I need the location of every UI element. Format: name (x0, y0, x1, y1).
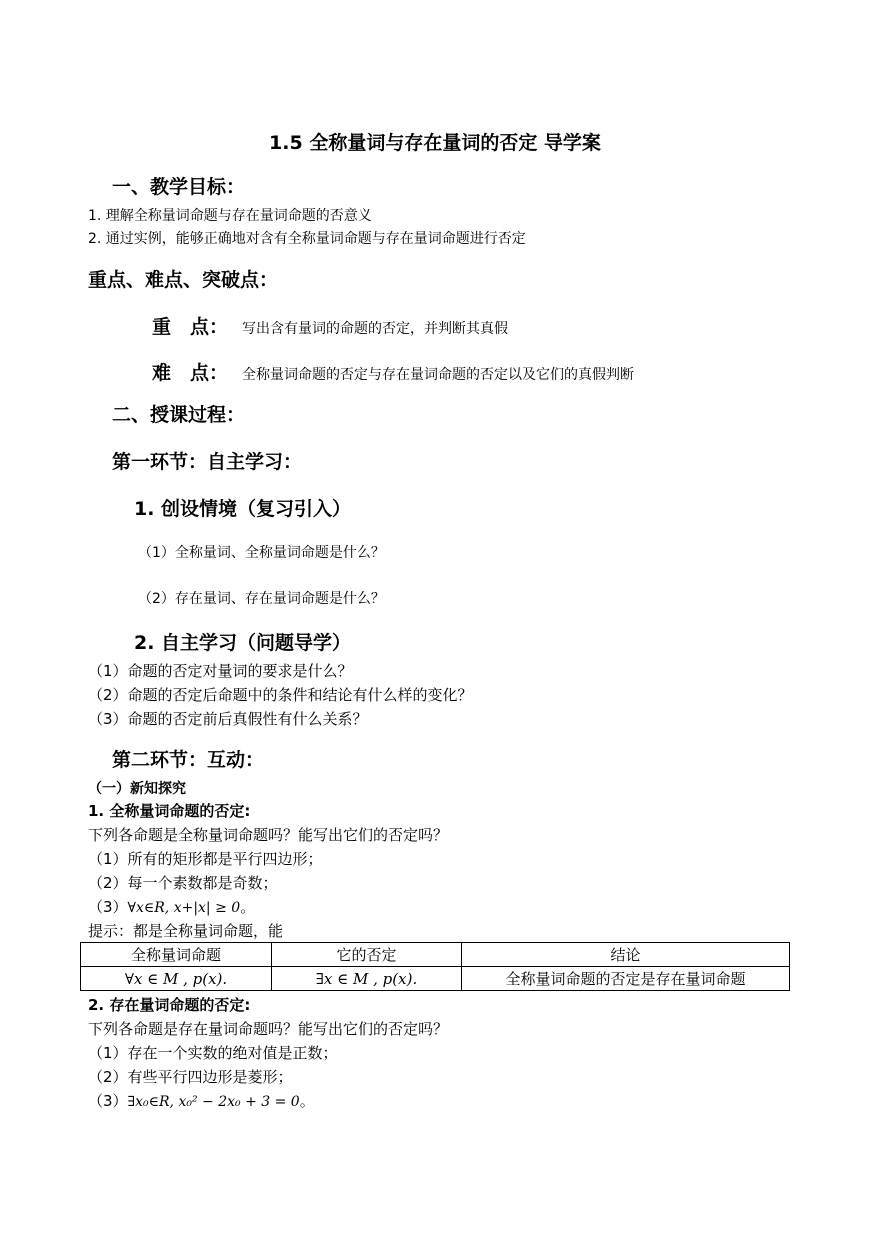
negation-table (80, 942, 790, 991)
section-heading-goals: 一、教学目标： (112, 176, 246, 198)
topic2-item-3 (88, 1090, 315, 1111)
topic2-heading: 2. 存在量词命题的否定: (88, 996, 251, 1014)
table-header-cell: 结论 (462, 943, 790, 967)
part1-sub1-q1: （1）全称量词、全称量词命题是什么？ (138, 545, 385, 561)
section-heading-process: 二、授课过程： (112, 404, 246, 426)
topic2-intro: 下列各命题是存在量词命题吗？能写出它们的否定吗？ (88, 1020, 449, 1038)
topic1-item-2: （2）每一个素数都是奇数； (88, 874, 278, 892)
part1-sub1-q2: （2）存在量词、存在量词命题是什么？ (138, 591, 385, 607)
table-header-row (81, 943, 790, 967)
difficulty-row (152, 358, 634, 385)
page-title: 1.5 全称量词与存在量词的否定 导学案 (269, 132, 601, 154)
table-cell-universal: ∀x ∈ M , p(x). (81, 967, 272, 991)
topic1-item-1: （1）所有的矩形都是平行四边形； (88, 850, 323, 868)
table-row (81, 967, 790, 991)
topic1-item-3-formula: ∀x∈R, x+|x| ≥ 0 (127, 900, 241, 916)
topic2-item-3-suffix: 。 (299, 1092, 315, 1110)
topic1-heading: 1. 全称量词命题的否定: (88, 802, 251, 820)
section-heading-keypoints: 重点、难点、突破点： (88, 269, 279, 291)
goal-item-1: 1. 理解全称量词命题与存在量词命题的否意义 (88, 208, 372, 224)
topic2-item-2: （2）有些平行四边形是菱形； (88, 1068, 293, 1086)
topic2-item-3-prefix: （3） (88, 1092, 128, 1110)
topic1-intro: 下列各命题是全称量词命题吗？能写出它们的否定吗？ (88, 826, 449, 844)
difficulty-label: 难 点： (152, 362, 229, 384)
topic2-item-1: （1）存在一个实数的绝对值是正数； (88, 1044, 338, 1062)
goal-item-2: 2. 通过实例，能够正确地对含有全称量词命题与存在量词命题进行否定 (88, 231, 526, 247)
table-header-cell: 它的否定 (272, 943, 462, 967)
part2-heading: 第二环节：互动： (112, 749, 265, 771)
key-point-text: 写出含有量词的命题的否定，并判断其真假 (242, 321, 508, 337)
key-point-row (152, 312, 508, 339)
topic1-item-3-prefix: （3） (88, 898, 128, 916)
topic1-item-3-suffix: 。 (240, 898, 256, 916)
part1-sub2: 2. 自主学习（问题导学） (134, 632, 352, 654)
explore-heading: （一）新知探究 (88, 781, 186, 797)
part1-sub1: 1. 创设情境（复习引入） (134, 498, 352, 520)
difficulty-text: 全称量词命题的否定与存在量词命题的否定以及它们的真假判断 (242, 367, 634, 383)
table-cell-conclusion: 全称量词命题的否定是存在量词命题 (462, 967, 790, 991)
table-header-cell: 全称量词命题 (81, 943, 272, 967)
hint-text: 提示：都是全称量词命题，能 (88, 922, 284, 940)
part1-sub2-q3: （3）命题的否定前后真假性有什么关系？ (88, 710, 368, 728)
table-cell-negation: ∃x ∈ M , p(x). (272, 967, 462, 991)
key-point-label: 重 点： (152, 316, 229, 338)
part1-sub2-q2: （2）命题的否定后命题中的条件和结论有什么样的变化？ (88, 686, 473, 704)
part1-sub2-q1: （1）命题的否定对量词的要求是什么？ (88, 662, 353, 680)
part1-heading: 第一环节：自主学习： (112, 451, 303, 473)
topic2-item-3-formula: ∃x₀∈R, x₀² − 2x₀ + 3 = 0 (127, 1094, 300, 1110)
topic1-item-3 (88, 896, 255, 917)
